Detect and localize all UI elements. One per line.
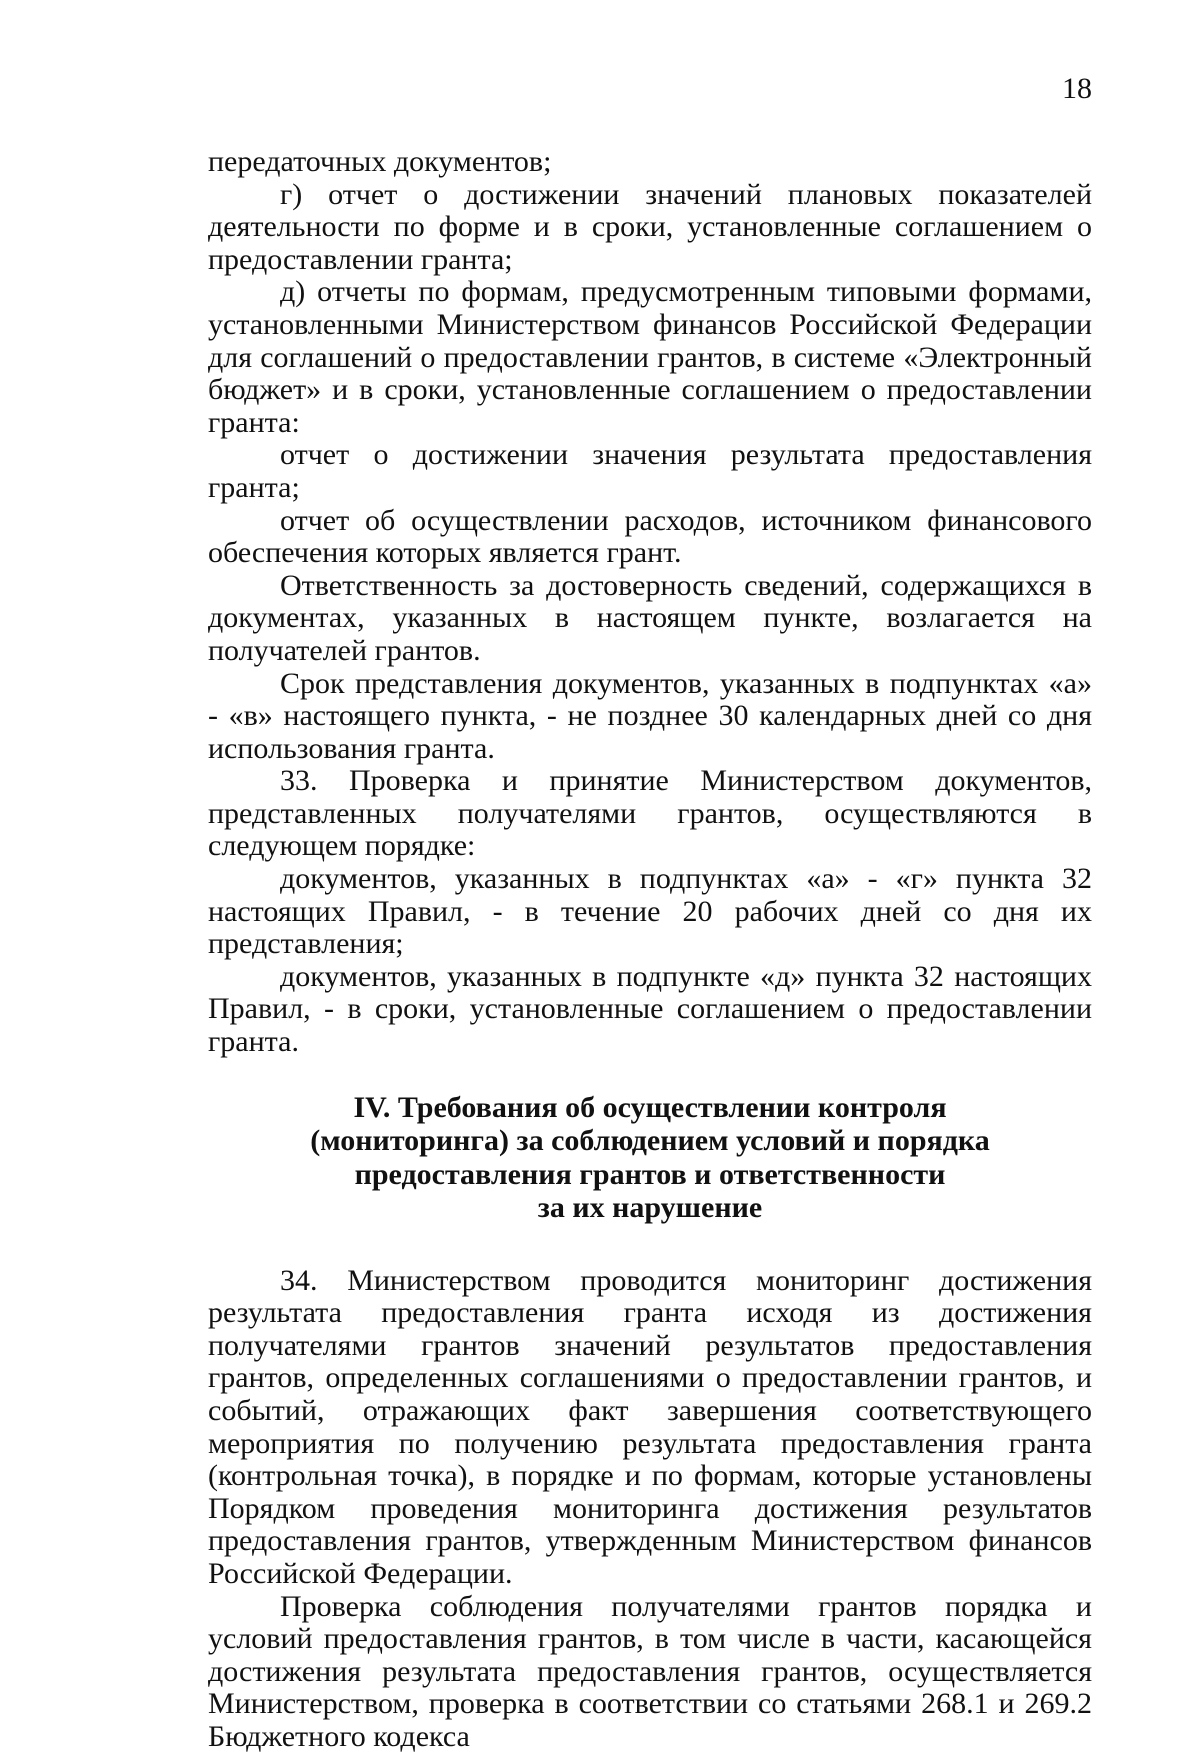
section-heading-line: IV. Требования об осуществлении контроля bbox=[353, 1090, 947, 1124]
paragraph-item-d: д) отчеты по формам, предусмотренным типовыми формами, установленными Министерством финансов Российской Федерации для соглашений о предоставлении грантов, в системе «Электронный бюджет» и в сроки, установленные соглашением о предоставлении гранта: bbox=[208, 275, 1092, 439]
paragraph-submission-deadline: Срок представления документов, указанных в подпунктах «а» - «в» настоящего пункта, - не позднее 30 календарных дней со дня использования гранта. bbox=[208, 666, 1092, 765]
section-heading-line: (мониторинга) за соблюдением условий и порядка bbox=[310, 1124, 990, 1158]
paragraph-documents-a-g: документов, указанных в подпунктах «а» - «г» пункта 32 настоящих Правил, - в течение 20 рабочих дней со дня их представления; bbox=[208, 862, 1092, 961]
paragraph-expense-report: отчет об осуществлении расходов, источником финансового обеспечения которых является грант. bbox=[208, 503, 1092, 570]
paragraph-documents-d: документов, указанных в подпункте «д» пункта 32 настоящих Правил, - в сроки, установленные соглашением о предоставлении гранта. bbox=[208, 959, 1092, 1059]
section-heading bbox=[208, 1091, 1092, 1225]
paragraph-clause-33: 33. Проверка и принятие Министерством документов, представленных получателями грантов, осуществляются в следующем порядке: bbox=[208, 764, 1092, 863]
paragraph-transfer-documents: передаточных документов; bbox=[208, 145, 552, 178]
paragraph-result-report: отчет о достижении значения результата предоставления гранта; bbox=[208, 438, 1092, 504]
paragraph-clause-34: 34. Министерством проводится мониторинг достижения результата предоставления гранта исходя из достижения получателями грантов значений результатов предоставления грантов, определенных соглашениями о предоставлении грантов, и событий, отражающих факт завершения соответствующего мероприятия по получению результата предоставления гранта (контрольная точка), в порядке и по формам, которые установлены Порядком проведения мониторинга достижения результатов предоставления грантов, утвержденным Министерством финансов Российской Федерации. bbox=[208, 1263, 1092, 1590]
document-body bbox=[208, 146, 1092, 1754]
page-number: 18 bbox=[1062, 72, 1092, 105]
section-heading-line: за их нарушение bbox=[537, 1191, 763, 1225]
section-heading-line: предоставления грантов и ответственности bbox=[354, 1157, 946, 1191]
paragraph-item-g: г) отчет о достижении значений плановых показателей деятельности по форме и в сроки, установленные соглашением о предоставлении гранта; bbox=[208, 177, 1092, 276]
paragraph-compliance-check: Проверка соблюдения получателями грантов порядка и условий предоставления грантов, в том числе в части, касающейся достижения результата предоставления грантов, осуществляется Министерством, проверка в соответствии со статьями 268.1 и 269.2 Бюджетного кодекса bbox=[208, 1589, 1092, 1753]
paragraph-responsibility: Ответственность за достоверность сведений, содержащихся в документах, указанных в настоящем пункте, возлагается на получателей грантов. bbox=[208, 568, 1092, 667]
